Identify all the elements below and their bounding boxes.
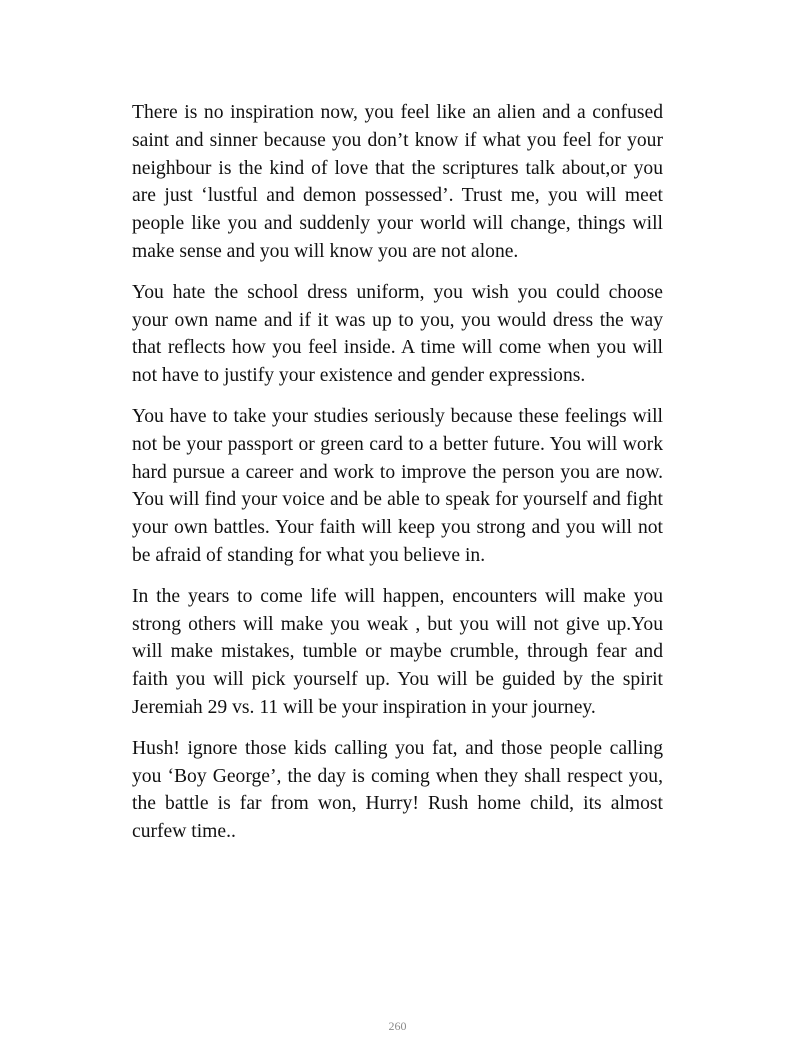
- page-body: [132, 99, 663, 859]
- paragraph-3: You have to take your studies seriously because these feelings will not be your passport or green card to a better future. You will work hard pursue a career and work to improve the person you are now. You will find your voice and be able to speak for yourself and fight your own battles. Your faith will keep you strong and you will not be afraid of standing for what you believe in.: [132, 405, 663, 566]
- paragraph-2: You hate the school dress uniform, you wish you could choose your own name and if it was up to you, you would dress the way that reflects how you feel inside. A time will come when you will not have to justify your existence and gender expressions.: [132, 281, 663, 387]
- paragraph-5: Hush! ignore those kids calling you fat, and those people calling you ‘Boy George’, the day is coming when they shall respect you, the battle is far from won, Hurry! Rush home child, its almost curfew time..: [132, 737, 663, 843]
- paragraph-1: There is no inspiration now, you feel like an alien and a confused saint and sinner because you don’t know if what you feel for your neighbour is the kind of love that the scriptures talk about,or you are just ‘lustful and demon possessed’. Trust me, you will meet people like you and suddenly your world will change, things will make sense and you will know you are not alone.: [132, 102, 663, 262]
- paragraph-4: In the years to come life will happen, encounters will make you strong others will make you weak , but you will not give up.You will make mistakes, tumble or maybe crumble, through fear and faith you will pick yourself up. You will be guided by the spirit Jeremiah 29 vs. 11 will be your inspiration in your journey.: [132, 585, 663, 718]
- page-number: 260: [388, 1019, 407, 1033]
